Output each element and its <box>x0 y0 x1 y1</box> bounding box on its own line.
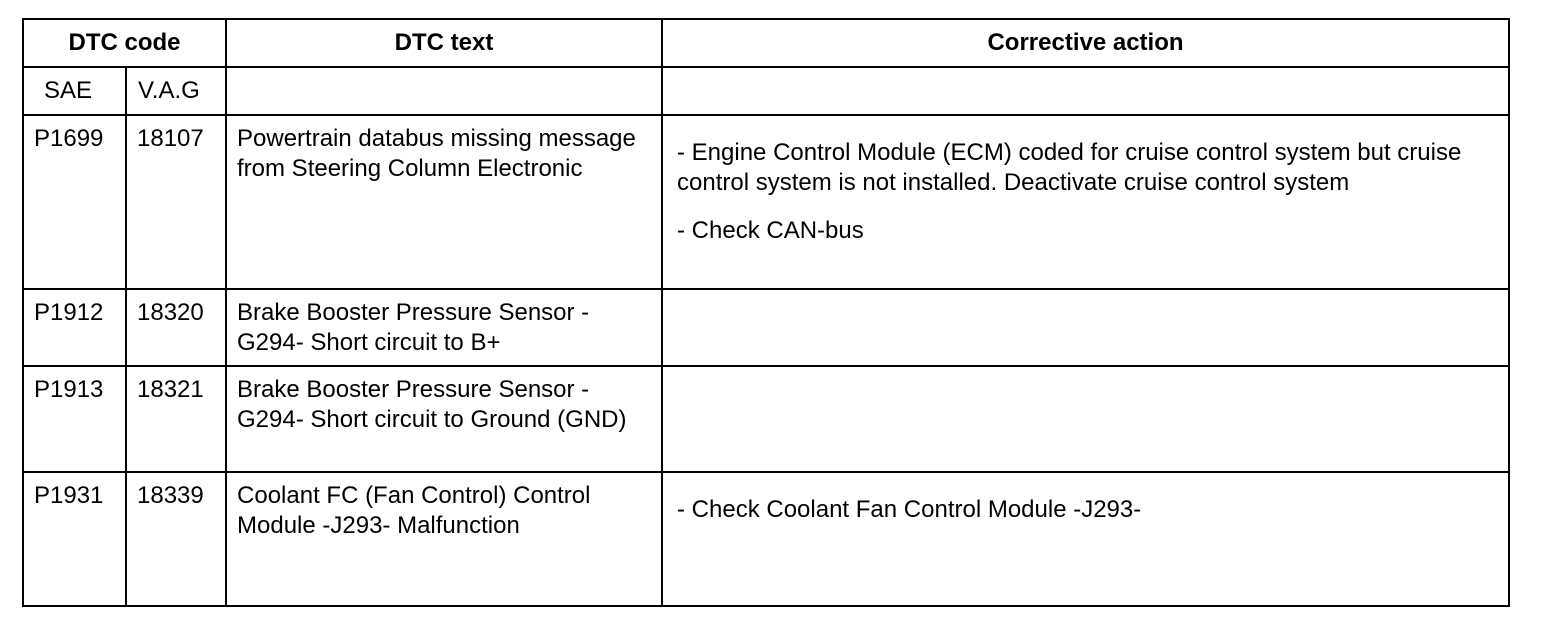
cell-vag: 18320 <box>126 289 226 366</box>
cell-corrective-action <box>662 289 1509 366</box>
table-row <box>23 115 1509 289</box>
action-line: - Engine Control Module (ECM) coded for cruise control system but cruise control system is not installed. Deactivate cruise control system <box>677 139 1462 196</box>
cell-dtc-text: Brake Booster Pressure Sensor -G294- Short circuit to B+ <box>226 289 662 366</box>
table-row <box>23 472 1509 606</box>
cell-dtc-text: Brake Booster Pressure Sensor -G294- Short circuit to Ground (GND) <box>226 366 662 472</box>
cell-vag: 18107 <box>126 115 226 289</box>
subheader-sae: SAE <box>23 67 126 115</box>
cell-sae: P1699 <box>23 115 126 289</box>
cell-vag: 18321 <box>126 366 226 472</box>
action-line: - Check Coolant Fan Control Module -J293- <box>677 496 1142 523</box>
subheader-vag: V.A.G <box>126 67 226 115</box>
cell-corrective-action <box>662 366 1509 472</box>
header-dtc-text: DTC text <box>226 19 662 67</box>
header-dtc-code: DTC code <box>23 19 226 67</box>
header-corrective-action: Corrective action <box>662 19 1509 67</box>
header-row <box>23 19 1509 67</box>
cell-dtc-text: Powertrain databus missing message from Steering Column Electronic <box>226 115 662 289</box>
cell-corrective-action <box>662 472 1509 606</box>
subheader-empty-text <box>226 67 662 115</box>
subheader-row <box>23 67 1509 115</box>
table-row <box>23 366 1509 472</box>
cell-vag: 18339 <box>126 472 226 606</box>
cell-sae: P1931 <box>23 472 126 606</box>
cell-sae: P1913 <box>23 366 126 472</box>
table-row <box>23 289 1509 366</box>
cell-sae: P1912 <box>23 289 126 366</box>
cell-dtc-text: Coolant FC (Fan Control) Control Module -J293- Malfunction <box>226 472 662 606</box>
cell-corrective-action <box>662 115 1509 289</box>
action-line: - Check CAN-bus <box>677 217 864 244</box>
subheader-empty-action <box>662 67 1509 115</box>
dtc-table <box>22 18 1510 607</box>
